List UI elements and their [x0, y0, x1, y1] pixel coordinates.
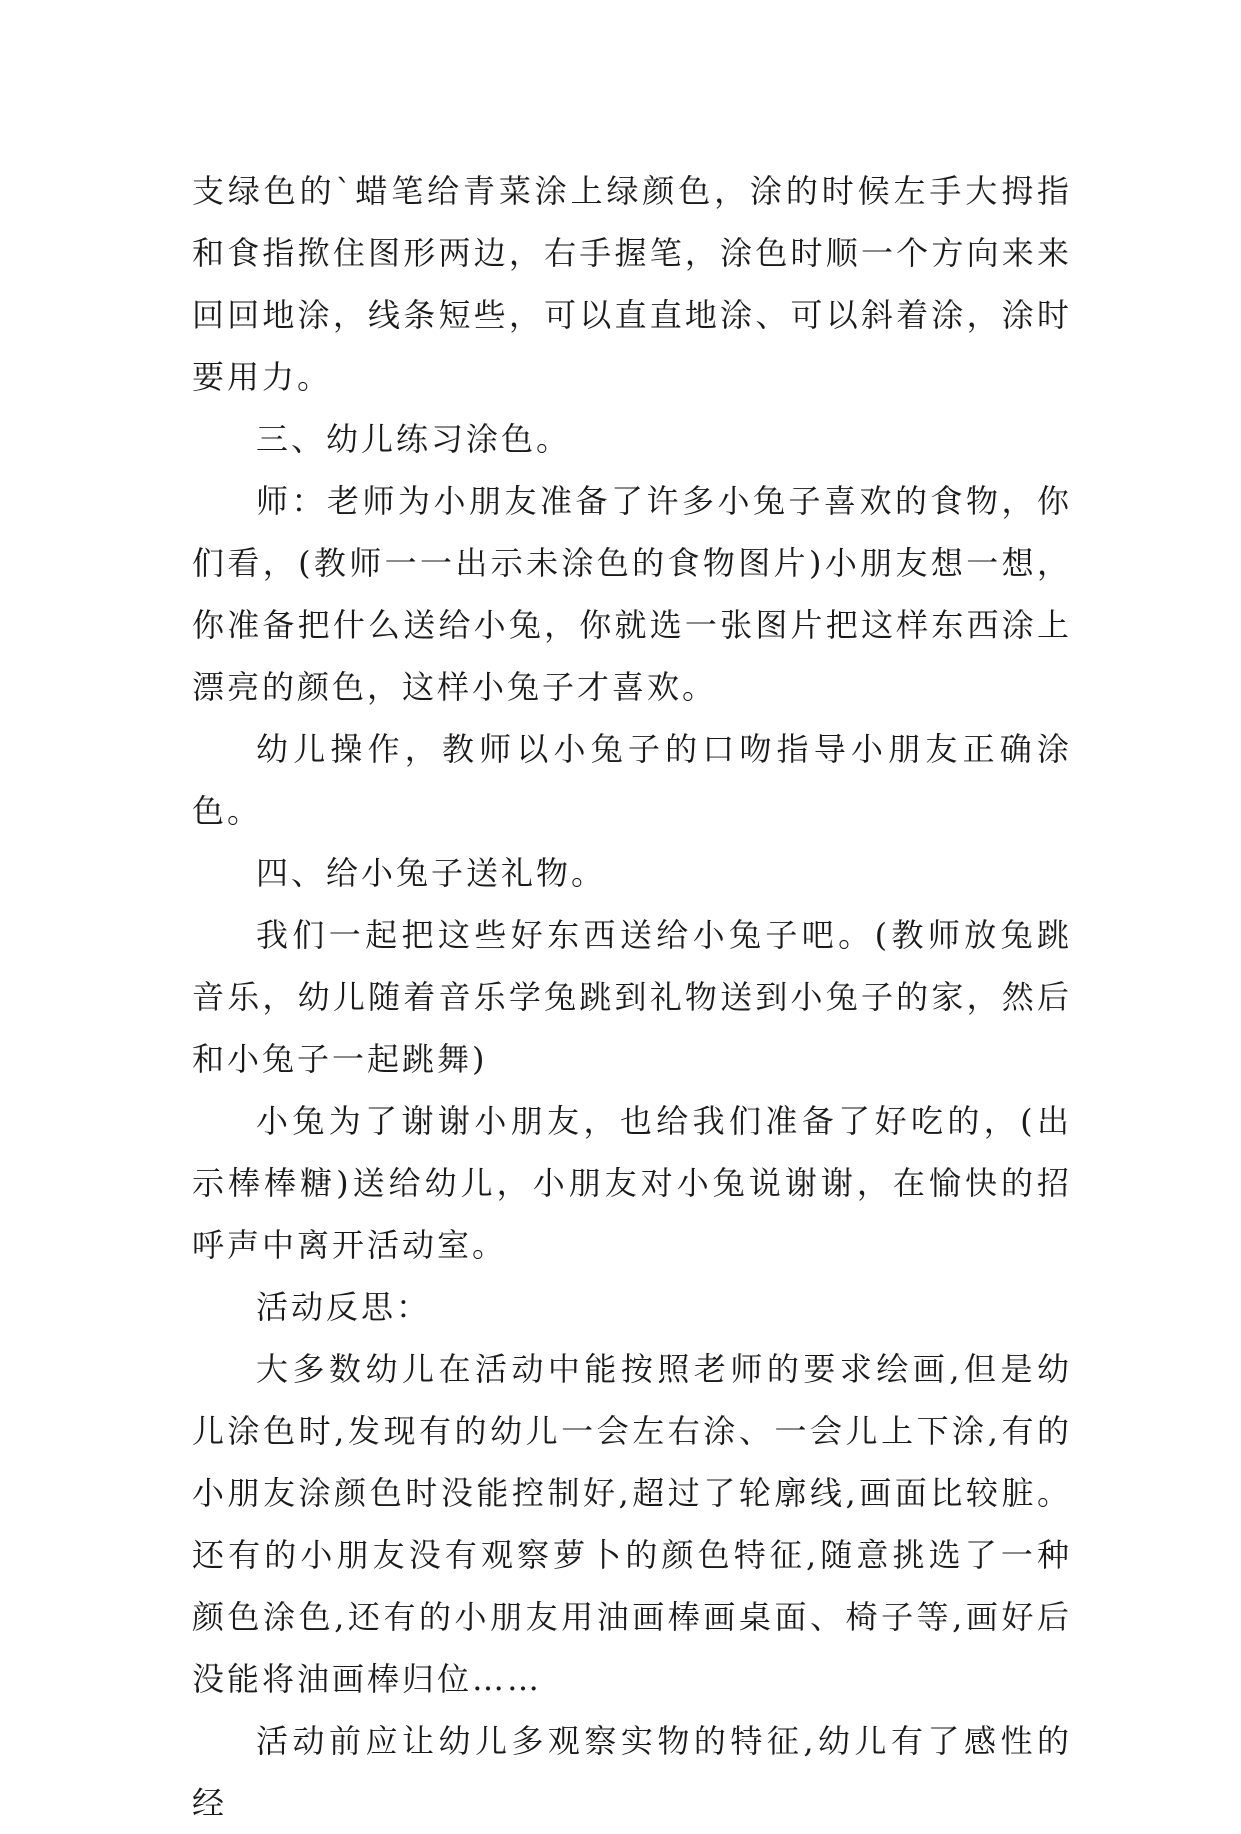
paragraph: 我们一起把这些好东西送给小兔子吧。(教师放兔跳音乐，幼儿随着音乐学兔跳到礼物送到小兔子的家，然后和小兔子一起跳舞) — [192, 916, 1072, 1078]
paragraph: 幼儿操作，教师以小兔子的口吻指导小朋友正确涂色。 — [192, 730, 1072, 830]
document-body — [192, 160, 1072, 1834]
reflection-heading: 活动反思： — [256, 1288, 432, 1326]
section-heading-4: 四、给小兔子送礼物。 — [256, 854, 607, 892]
paragraph: 小兔为了谢谢小朋友，也给我们准备了好吃的，(出示棒棒糖)送给幼儿，小朋友对小兔说谢谢，在愉快的招呼声中离开活动室。 — [192, 1102, 1072, 1264]
section-heading-3: 三、幼儿练习涂色。 — [256, 420, 572, 458]
paragraph: 师：老师为小朋友准备了许多小兔子喜欢的食物，你们看，(教师一一出示未涂色的食物图片)小朋友想一想，你准备把什么送给小兔，你就选一张图片把这样东西涂上漂亮的颜色，这样小兔子才喜欢。 — [192, 482, 1072, 706]
paragraph-continued: 支绿色的`蜡笔给青菜涂上绿颜色，涂的时候左手大拇指和食指揿住图形两边，右手握笔，涂色时顺一个方向来来回回地涂，线条短些，可以直直地涂、可以斜着涂，涂时要用力。 — [192, 172, 1072, 396]
paragraph: 活动前应让幼儿多观察实物的特征,幼儿有了感性的经 — [192, 1722, 1072, 1822]
paragraph: 大多数幼儿在活动中能按照老师的要求绘画,但是幼儿涂色时,发现有的幼儿一会左右涂、一会儿上下涂,有的小朋友涂颜色时没能控制好,超过了轮廓线,画面比较脏。还有的小朋友没有观察萝卜的颜色特征,随意挑选了一种颜色涂色,还有的小朋友用油画棒画桌面、椅子等,画好后没能将油画棒归位…… — [192, 1350, 1072, 1698]
